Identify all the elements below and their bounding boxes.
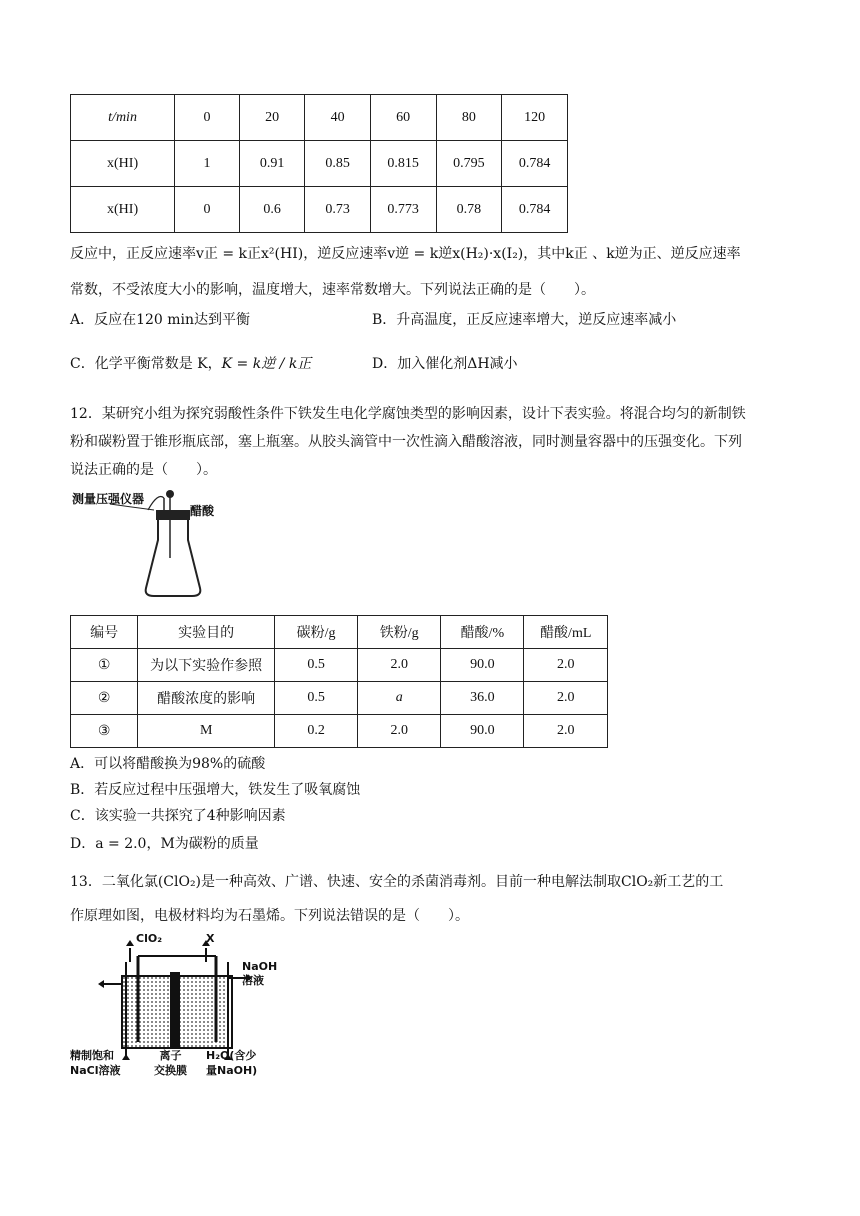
table-cell: 0.5 xyxy=(275,682,358,715)
experiment-table xyxy=(70,615,608,748)
q12-option-b: B．若反应过程中压强增大，铁发生了吸氧腐蚀 xyxy=(70,782,361,798)
table-header: 醋酸/% xyxy=(441,616,524,649)
membrane-line2: 交换膜 xyxy=(154,1064,187,1077)
table-header: 碳粉/g xyxy=(275,616,358,649)
pressure-meter-label: 测量压强仪器 xyxy=(72,492,145,506)
water-in-line2: 量NaOH) xyxy=(206,1064,258,1077)
table-cell: 0 xyxy=(175,187,240,233)
equilibrium-formula: K = k逆 / k正 xyxy=(221,356,312,372)
table-cell: 0.773 xyxy=(370,187,436,233)
table-cell: 2.0 xyxy=(524,649,608,682)
table-cell: t/min xyxy=(71,95,175,141)
q12-stem-line3: 说法正确的是（ ）。 xyxy=(70,462,217,478)
q11-stem-line1: 反应中，正反应速率v正 = k正x²(HI)，逆反应速率v逆 = k逆x(H₂)·x(I₂)，其中k正 、k逆为正、逆反应速率 xyxy=(70,246,741,262)
q12-option-c: C．该实验一共探究了4种影响因素 xyxy=(70,808,286,824)
table-cell: ① xyxy=(71,649,138,682)
table-cell: 60 xyxy=(370,95,436,141)
table-cell: 2.0 xyxy=(524,682,608,715)
table-header: 铁粉/g xyxy=(358,616,441,649)
table-cell: 2.0 xyxy=(524,715,608,748)
table-cell: 0.78 xyxy=(436,187,502,233)
table-cell: 为以下实验作参照 xyxy=(138,649,275,682)
table-cell: 0.784 xyxy=(502,187,568,233)
table-cell: 120 xyxy=(502,95,568,141)
table-cell: 0.85 xyxy=(305,141,370,187)
table-cell: 0.784 xyxy=(502,141,568,187)
table-cell: 0.91 xyxy=(239,141,304,187)
table-cell: 0.5 xyxy=(275,649,358,682)
table-cell: 0.6 xyxy=(239,187,304,233)
q13-stem-line2: 作原理如图，电极材料均为石墨烯。下列说法错误的是（ ）。 xyxy=(70,908,469,924)
table-cell: 0.815 xyxy=(370,141,436,187)
nacl-in-line1: 精制饱和 xyxy=(70,1049,114,1062)
table-header: 醋酸/mL xyxy=(524,616,608,649)
table-cell: 0.795 xyxy=(436,141,502,187)
flask-figure xyxy=(70,488,230,608)
table-cell: 醋酸浓度的影响 xyxy=(138,682,275,715)
electrolysis-figure xyxy=(70,932,290,1082)
q12-option-d: D．a = 2.0，M为碳粉的质量 xyxy=(70,836,259,852)
water-in-label xyxy=(206,1048,257,1078)
membrane-line1: 离子 xyxy=(159,1049,182,1062)
q11-option-b: B．升高温度，正反应速率增大，逆反应速率减小 xyxy=(372,312,677,328)
naoh-out-line2: 溶液 xyxy=(242,974,264,987)
q13-stem-line1: 13．二氧化氯(ClO₂)是一种高效、广谱、快速、安全的杀菌消毒剂。目前一种电解法制取ClO₂新工艺的工 xyxy=(70,874,724,890)
q11-option-a: A．反应在120 min达到平衡 xyxy=(70,312,251,328)
naoh-out-label xyxy=(242,960,277,988)
table-cell: 40 xyxy=(305,95,370,141)
table-cell: 2.0 xyxy=(358,715,441,748)
table-cell: 90.0 xyxy=(441,649,524,682)
kinetics-table xyxy=(70,94,568,233)
naoh-out-line1: NaOH xyxy=(242,960,278,973)
q12-option-a: A．可以将醋酸换为98%的硫酸 xyxy=(70,756,266,772)
q11-option-c-prefix: C．化学平衡常数是 K， xyxy=(70,356,222,372)
table-cell: M xyxy=(138,715,275,748)
table-cell: ② xyxy=(71,682,138,715)
nacl-in-label xyxy=(70,1048,120,1078)
clo2-label: ClO₂ xyxy=(136,932,163,945)
table-cell: 0.73 xyxy=(305,187,370,233)
q11-option-d: D．加入催化剂ΔH减小 xyxy=(372,356,518,372)
q11-stem-line2: 常数，不受浓度大小的影响，温度增大，速率常数增大。下列说法正确的是（ ）。 xyxy=(70,282,595,298)
table-header: 实验目的 xyxy=(138,616,275,649)
q12-stem-line2: 粉和碳粉置于锥形瓶底部，塞上瓶塞。从胶头滴管中一次性滴入醋酸溶液，同时测量容器中的压强变化。下列 xyxy=(70,434,742,450)
table-header: 编号 xyxy=(71,616,138,649)
acetic-acid-label: 醋酸 xyxy=(190,504,215,518)
x-gas-label: X xyxy=(206,932,215,945)
table-cell: a xyxy=(358,682,441,715)
table-cell: 80 xyxy=(436,95,502,141)
q11-option-c xyxy=(70,354,311,374)
table-cell: 90.0 xyxy=(441,715,524,748)
q12-stem-line1: 12．某研究小组为探究弱酸性条件下铁发生电化学腐蚀类型的影响因素，设计下表实验。将混合均匀的新制铁 xyxy=(70,406,746,422)
table-cell: x(HI) xyxy=(71,187,175,233)
table-cell: 0.2 xyxy=(275,715,358,748)
membrane-label xyxy=(154,1048,187,1078)
table-cell: 36.0 xyxy=(441,682,524,715)
table-cell: x(HI) xyxy=(71,141,175,187)
nacl-in-line2: NaCl溶液 xyxy=(70,1064,121,1077)
table-cell: 0 xyxy=(175,95,240,141)
table-cell: 1 xyxy=(175,141,240,187)
table-cell: ③ xyxy=(71,715,138,748)
table-cell: 2.0 xyxy=(358,649,441,682)
table-cell: 20 xyxy=(239,95,304,141)
water-in-line1: H₂O(含少 xyxy=(206,1049,257,1062)
